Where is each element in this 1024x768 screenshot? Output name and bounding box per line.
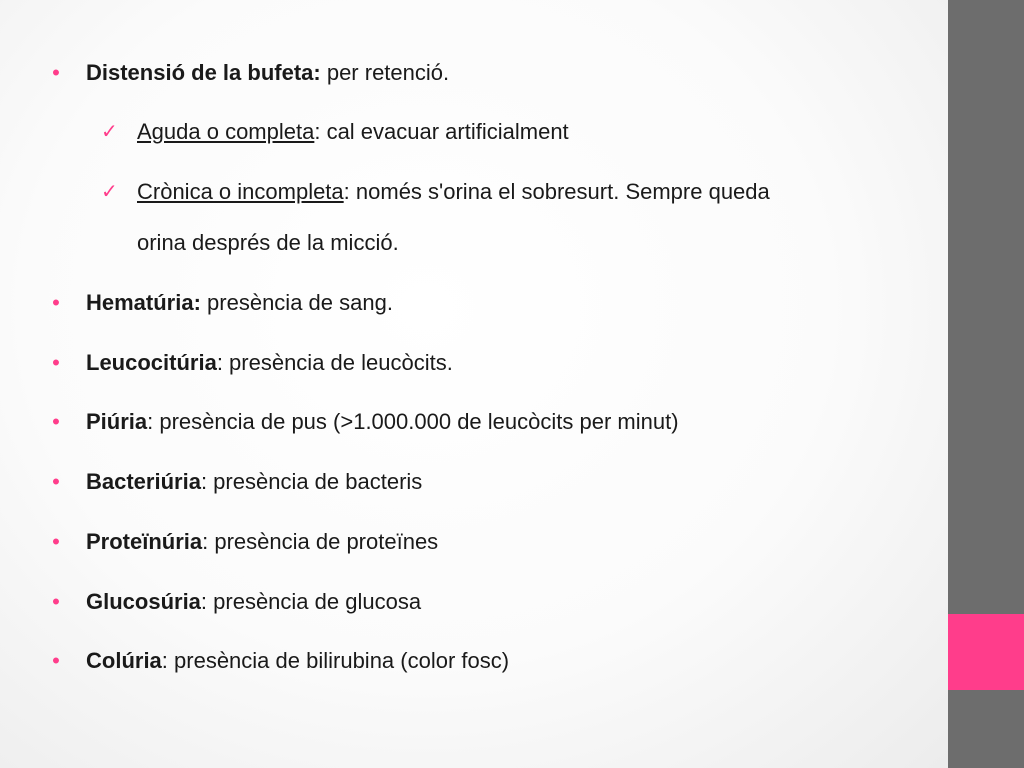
bullet-icon: • — [52, 589, 60, 614]
item-text: presència de sang. — [200, 290, 393, 315]
list-item — [52, 467, 423, 497]
list-item — [52, 527, 439, 557]
item-term: Distensió de la bufeta: — [86, 60, 321, 85]
item-term: Hematúria: — [86, 290, 201, 315]
bullet-icon: • — [52, 350, 60, 375]
item-term: Leucocitúria — [86, 350, 217, 375]
sub-list-item — [101, 117, 569, 147]
subitem-term: Aguda o completa — [137, 119, 315, 144]
item-text: : presència de leucòcits. — [216, 350, 453, 375]
list-item — [52, 58, 450, 88]
bullet-icon: • — [52, 469, 60, 494]
bullet-icon: • — [52, 529, 60, 554]
side-accent-block — [948, 614, 1024, 690]
item-text: per retenció. — [320, 60, 450, 85]
item-term: Bacteriúria — [86, 469, 201, 494]
list-item — [52, 646, 510, 676]
item-term: Glucosúria — [86, 589, 201, 614]
list-item — [52, 407, 679, 437]
bullet-icon: • — [52, 290, 60, 315]
subitem-text: : cal evacuar artificialment — [314, 119, 569, 144]
list-item — [52, 348, 453, 378]
check-icon: ✓ — [101, 181, 118, 203]
check-icon: ✓ — [101, 121, 118, 143]
item-term: Piúria — [86, 409, 148, 434]
sub-list-item — [101, 177, 770, 207]
subitem-term: Crònica o incompleta — [137, 179, 344, 204]
item-term: Colúria — [86, 648, 162, 673]
list-item — [52, 288, 393, 318]
list-item — [52, 587, 422, 617]
item-text: : presència de glucosa — [200, 589, 422, 614]
item-text: : presència de bacteris — [200, 469, 423, 494]
bullet-icon: • — [52, 648, 60, 673]
bullet-icon: • — [52, 409, 60, 434]
subitem-continuation: orina després de la micció. — [137, 230, 399, 255]
bullet-icon: • — [52, 60, 60, 85]
subitem-text: : només s'orina el sobresurt. Sempre queda — [343, 179, 770, 204]
item-text: : presència de proteïnes — [202, 529, 439, 554]
item-text: : presència de bilirubina (color fosc) — [161, 648, 510, 673]
item-term: Proteïnúria — [86, 529, 203, 554]
item-text: : presència de pus (>1.000.000 de leucòcits per minut) — [147, 409, 679, 434]
